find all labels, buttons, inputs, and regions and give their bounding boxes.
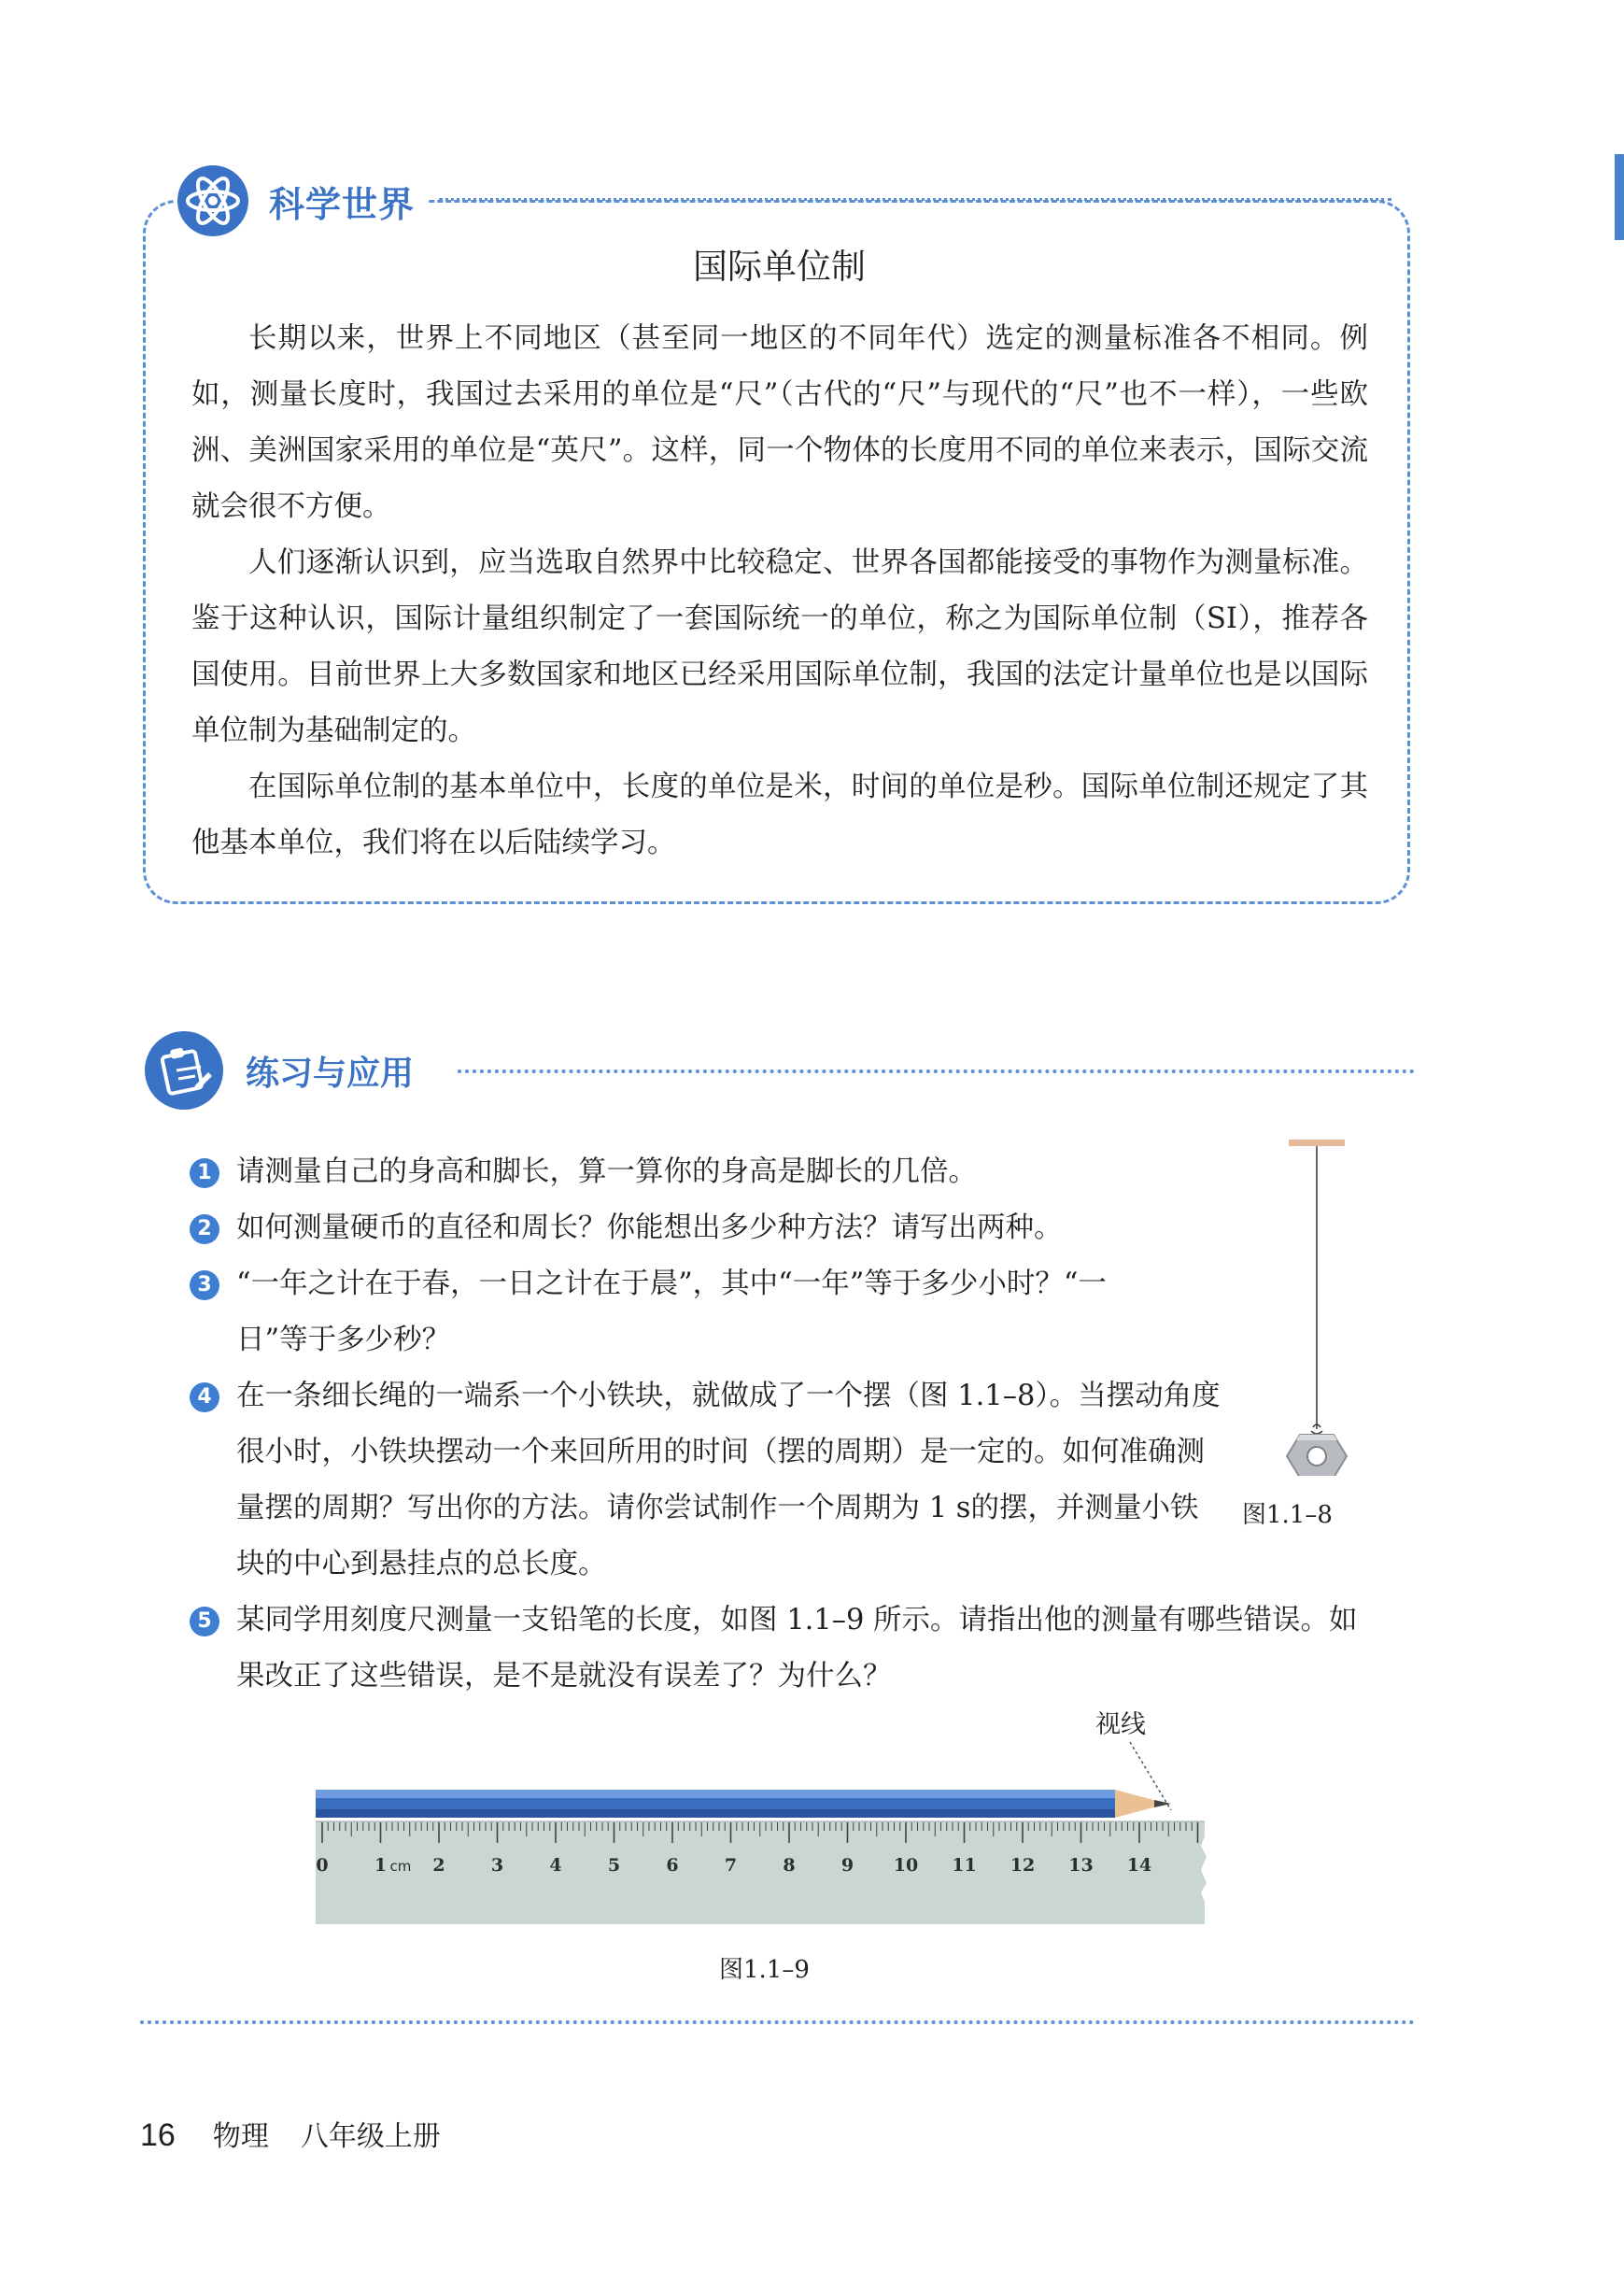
exercise-item [190, 1368, 1222, 1593]
science-world-label: 科学世界 [269, 183, 416, 225]
ruler-pencil-figure [308, 1700, 1214, 1934]
ruler-label: 7 [724, 1855, 738, 1876]
science-header-dots [439, 198, 1391, 201]
science-paragraph: 人们逐渐认识到，应当选取自然界中比较稳定、世界各国都能接受的事物作为测量标准。鉴于这种认识，国际计量组织制定了一套国际统一的单位，称之为国际单位制（SI），推荐各国使用。目前世界上大多数国家和地区已经采用国际单位制，我国的法定计量单位也是以国际单位制为基础制定的。 [191, 546, 1368, 747]
exercise-label: 练习与应用 [246, 1054, 415, 1093]
ruler-label: 2 [432, 1855, 445, 1876]
item-number-badge: 3 [190, 1270, 219, 1300]
ruler-label: 9 [840, 1855, 854, 1876]
exercise-item [190, 1256, 1170, 1368]
item-text: 在一条细长绳的一端系一个小铁块，就做成了一个摆（图 1.1–8）。当摆动角度很小时，小铁块摆动一个来回所用的时间（摆的周期）是一定的。如何准确测量摆的周期？写出你的方法。请你尝试制作一个周期为 1 s的摆，并测量小铁块的中心到悬挂点的总长度。 [236, 1380, 1221, 1580]
ruler-label: 8 [783, 1855, 796, 1876]
science-heading: 国际单位制 [693, 247, 866, 287]
item-text: 如何测量硬币的直径和周长？你能想出多少种方法？请写出两种。 [236, 1211, 1063, 1244]
exercise-header-dots [458, 1070, 1415, 1073]
clipboard-pencil-icon [143, 1029, 225, 1112]
bottom-dots [140, 2020, 1415, 2024]
atom-icon [176, 163, 250, 238]
item-text: 请测量自己的身高和脚长，算一算你的身高是脚长的几倍。 [236, 1155, 977, 1188]
science-paragraph: 在国际单位制的基本单位中，长度的单位是米，时间的单位是秒。国际单位制还规定了其他基本单位，我们将在以后陆续学习。 [191, 771, 1368, 859]
exercise-item [190, 1200, 1385, 1256]
page-footer [140, 2113, 441, 2154]
ruler-label: 6 [666, 1855, 679, 1876]
ruler-label: 11 [952, 1855, 977, 1876]
page-number: 16 [140, 2118, 176, 2153]
ruler-label: 13 [1068, 1855, 1094, 1876]
item-number-badge: 1 [190, 1158, 219, 1188]
item-number-badge: 4 [190, 1382, 219, 1412]
item-text: “一年之计在于春，一日之计在于晨”，其中“一年”等于多少小时？“一日”等于多少秒？ [236, 1268, 1107, 1356]
ruler-label: 0 [316, 1855, 329, 1876]
exercise-item [190, 1593, 1385, 1705]
ruler-label: 3 [490, 1855, 504, 1876]
pencil [316, 1790, 1171, 1818]
exercise-list [190, 1144, 1385, 1705]
item-text: 某同学用刻度尺测量一支铅笔的长度，如图 1.1–9 所示。请指出他的测量有哪些错误。如果改正了这些错误，是不是就没有误差了？为什么？ [236, 1604, 1358, 1693]
item-number-badge: 2 [190, 1214, 219, 1244]
ruler-labels [316, 1855, 1151, 1876]
pendulum-figure [1233, 1140, 1401, 1476]
figure-8-caption: 图1.1–8 [1242, 1501, 1333, 1529]
ruler-label: 12 [1010, 1855, 1036, 1876]
ruler-label: 14 [1126, 1855, 1152, 1876]
pendulum-support [1289, 1140, 1345, 1146]
footer-grade: 八年级上册 [300, 2120, 441, 2153]
sight-line-label: 视线 [1095, 1710, 1146, 1739]
ruler-label: 10 [893, 1855, 919, 1876]
ruler-label: 4 [549, 1855, 562, 1876]
ruler-unit: cm [389, 1858, 412, 1875]
science-body [191, 311, 1368, 871]
ruler-label: 5 [607, 1855, 621, 1876]
exercise-item [190, 1144, 1385, 1200]
exercise-header [143, 1026, 414, 1115]
hex-nut [1287, 1435, 1347, 1476]
item-number-badge: 5 [190, 1607, 219, 1636]
ruler-label: 1 [374, 1855, 388, 1876]
science-paragraph: 长期以来，世界上不同地区（甚至同一地区的不同年代）选定的测量标准各不相同。例如，测量长度时，我国过去采用的单位是“尺”（古代的“尺”与现代的“尺”也不一样），一些欧洲、美洲国家采用的单位是“英尺”。这样，同一个物体的长度用不同的单位来表示，国际交流就会很不方便。 [191, 322, 1368, 523]
science-world-header [176, 161, 428, 241]
page-edge-tab [1615, 154, 1624, 240]
figure-9-caption: 图1.1–9 [719, 1956, 810, 1984]
footer-subject: 物理 [212, 2120, 269, 2153]
